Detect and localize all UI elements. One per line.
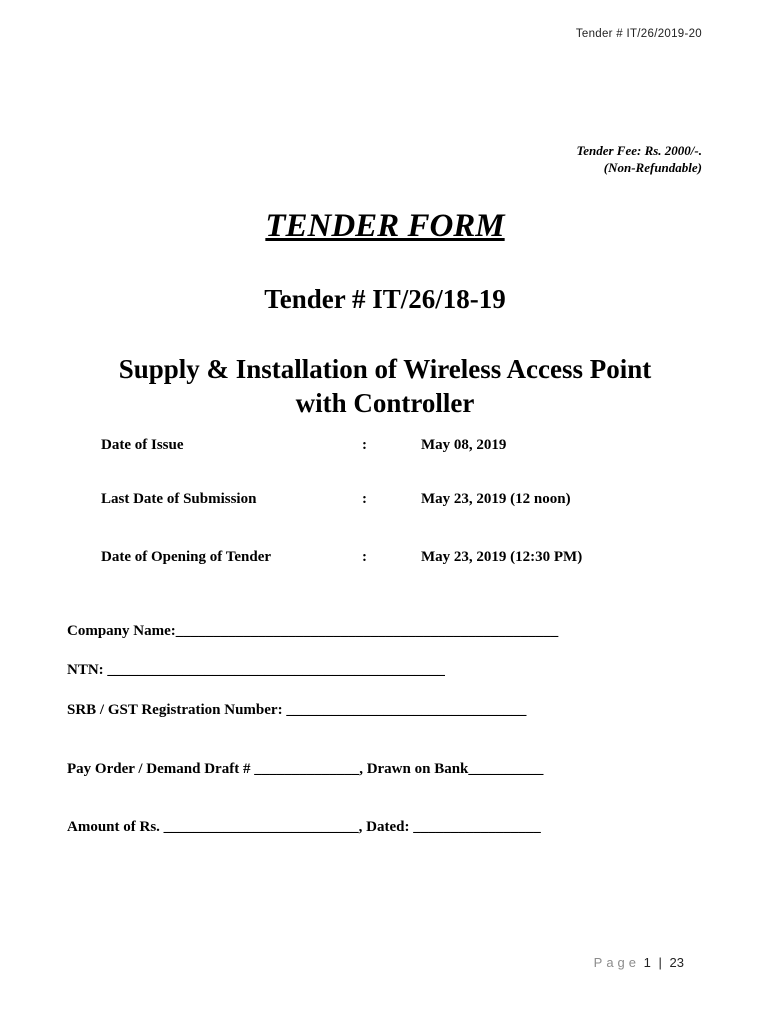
page-title: TENDER FORM (265, 208, 505, 244)
header-reference: Tender # IT/26/2019-20 (575, 28, 702, 40)
date-label: Last Date of Submission (101, 491, 257, 507)
page-word: Page (593, 955, 641, 970)
date-value: May 23, 2019 (12 noon) (421, 491, 571, 507)
total-pages: 23 (669, 955, 684, 970)
page-footer (594, 955, 684, 970)
company-name-field: Company Name:___________________________________________________ (67, 623, 559, 639)
date-row-opening (101, 549, 721, 571)
date-label: Date of Issue (101, 437, 184, 453)
pay-order-field: Pay Order / Demand Draft # ______________, Drawn on Bank__________ (67, 761, 544, 777)
tender-subject-line-1: Supply & Installation of Wireless Access Point (118, 354, 652, 384)
tender-fee-amount: Tender Fee: Rs. 2000/-. (576, 143, 702, 158)
page-number: 1 (643, 955, 651, 970)
tender-subject (40, 352, 730, 420)
date-separator: : (362, 549, 367, 565)
date-separator: : (362, 437, 367, 453)
ntn-field: NTN: _____________________________________________ (67, 662, 445, 678)
tender-number: Tender # IT/26/18-19 (264, 284, 506, 314)
tender-fee-block (576, 142, 702, 176)
page-separator: | (658, 955, 662, 970)
date-label: Date of Opening of Tender (101, 549, 272, 565)
date-separator: : (362, 491, 367, 507)
date-value: May 23, 2019 (12:30 PM) (421, 549, 583, 565)
tender-fee-note: (Non-Refundable) (603, 160, 702, 175)
date-row-submission (101, 491, 721, 513)
amount-field: Amount of Rs. __________________________, Dated: _________________ (67, 819, 541, 835)
tender-subject-line-2: with Controller (295, 388, 475, 418)
date-row-issue (101, 437, 721, 459)
date-value: May 08, 2019 (421, 437, 507, 453)
srb-gst-field: SRB / GST Registration Number: ________________________________ (67, 702, 527, 718)
